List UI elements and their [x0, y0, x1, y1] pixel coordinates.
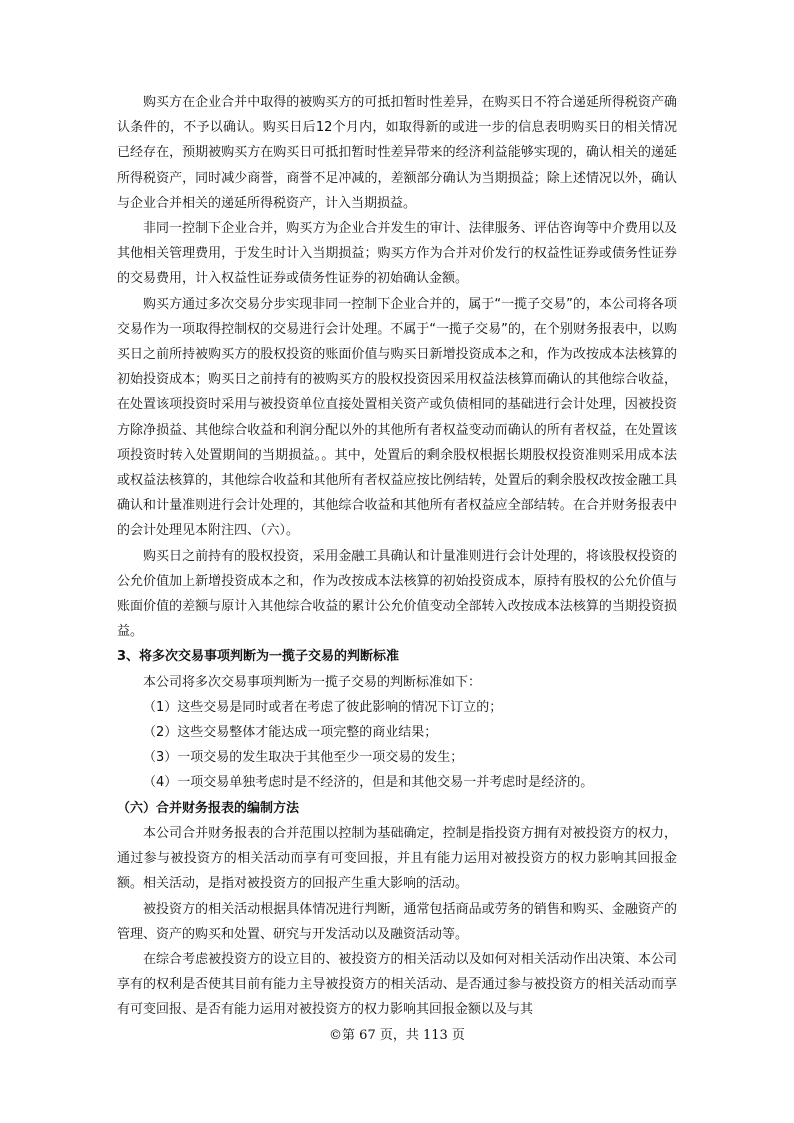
criteria-item: （2）这些交易整体才能达成一项完整的商业结果；	[143, 725, 438, 741]
criteria-item: （3）一项交易的发生取决于其他至少一项交易的发生；	[143, 750, 464, 766]
paragraph: 购买方在企业合并中取得的被购买方的可抵扣暂时性差异，在购买日不符合递延所得税资产确认条件的，不予以确认。购买日后12个月内，如取得新的或进一步的信息表明购买日的相关情况已经存在，预期被购买方在购买日可抵扣暂时性差异带来的经济利益能够实现的，确认相关的递延所得税资产，同时减少商誉，商誉不足冲减的，差额部分确认为当期损益；除上述情况以外，确认与企业合并相关的递延所得税资产，计入当期损益。	[117, 95, 677, 211]
paragraph: 购买日之前持有的股权投资，采用金融工具确认和计量准则进行会计处理的，将该股权投资的公允价值加上新增投资成本之和，作为改按成本法核算的初始投资成本，原持有股权的公允价值与账面价值的差额与原计入其他综合收益的累计公允价值变动全部转入改按成本法核算的当期投资损益。	[117, 548, 677, 640]
document-body	[117, 90, 677, 1023]
paragraph: 本公司将多次交易事项判断为一揽子交易的判断标准如下：	[143, 674, 482, 690]
paragraph: 非同一控制下企业合并，购买方为企业合并发生的审计、法律服务、评估咨询等中介费用以及其他相关管理费用，于发生时计入当期损益；购买方作为合并对价发行的权益性证券或债务性证券的交易费用，计入权益性证券或债务性证券的初始确认金额。	[117, 221, 677, 287]
section-heading-3: 3、将多次交易事项判断为一揽子交易的判断标准	[117, 649, 400, 665]
criteria-item: （4）一项交易单独考虑时是不经济的，但是和其他交易一并考虑时是经济的。	[143, 775, 594, 791]
paragraph: 本公司合并财务报表的合并范围以控制为基础确定，控制是指投资方拥有对被投资方的权力，通过参与被投资方的相关活动而享有可变回报，并且有能力运用对被投资方的权力影响其回报金额。相关活动，是指对被投资方的回报产生重大影响的活动。	[117, 825, 677, 892]
section-heading-6: （六）合并财务报表的编制方法	[117, 800, 300, 816]
page-footer: ©第 67 页，共 113 页	[329, 1028, 465, 1043]
paragraph: 在综合考虑被投资方的设立目的、被投资方的相关活动以及如何对相关活动作出决策、本公司享有的权利是否使其目前有能力主导被投资方的相关活动、是否通过参与被投资方的相关活动而享有可变回报、是否有能力运用对被投资方的权力影响其回报金额以及与其	[117, 951, 677, 1018]
criteria-item: （1）这些交易是同时或者在考虑了彼此影响的情况下订立的；	[143, 699, 503, 715]
paragraph: 被投资方的相关活动根据具体情况进行判断，通常包括商品或劳务的销售和购买、金融资产的管理、资产的购买和处置、研究与开发活动以及融资活动等。	[117, 901, 677, 942]
paragraph: 购买方通过多次交易分步实现非同一控制下企业合并的，属于“一揽子交易”的，本公司将各项交易作为一项取得控制权的交易进行会计处理。不属于“一揽子交易”的，在个别财务报表中，以购买日之前所持被购买方的股权投资的账面价值与购买日新增投资成本之和，作为改按成本法核算的初始投资成本；购买日之前持有的被购买方的股权投资因采用权益法核算而确认的其他综合收益，在处置该项投资时采用与被投资单位直接处置相关资产或负债相同的基础进行会计处理，因被投资方除净损益、其他综合收益和利润分配以外的其他所有者权益变动而确认的所有者权益，在处置该项投资时转入处置期间的当期损益。。其中，处置后的剩余股权根据长期股权投资准则采用成本法或权益法核算的，其他综合收益和其他所有者权益应按比例结转，处置后的剩余股权改按金融工具确认和计量准则进行会计处理的，其他综合收益和其他所有者权益应全部结转。在合并财务报表中的会计处理见本附注四、（六）。	[117, 296, 677, 539]
